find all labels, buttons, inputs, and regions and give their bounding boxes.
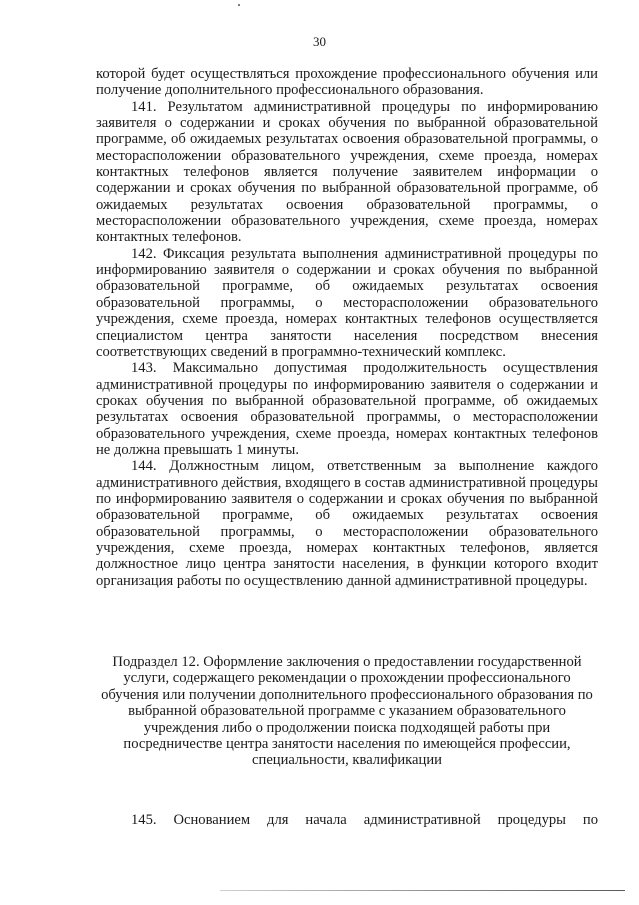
paragraph-142: 142. Фиксация результата выполнения административной процедуры по информированию заявителя о содержании и сроках обучения по выбранной образовательной программе, об ожидаемых результатах освоения образовательной программы, о месторасположении образовательного учреждения, схеме проезда, номерах контактных телефонов осуществляется специалистом центра занятости населения посредством внесения соответствующих сведений в программно-технический комплекс. (96, 245, 598, 360)
scan-edge-line (220, 890, 625, 891)
document-body (96, 66, 598, 589)
paragraph-144: 144. Должностным лицом, ответственным за выполнение каждого административного действия, входящего в состав административной процедуры по информированию заявителя о содержании и сроках обучения по выбранной образовательной программе, об ожидаемых результатах освоения образовательной программы, о месторасположении образовательного учреждения, схеме проезда, номерах контактных телефонов, является должностное лицо центра занятости населения, в функции которого входит организация работы по осуществлению данной административной процедуры. (96, 458, 598, 589)
scan-speck (238, 4, 240, 6)
paragraph-145: 145. Основанием для начала административной процедуры по (131, 812, 598, 828)
paragraph-141: 141. Результатом административной процедуры по информированию заявителя о содержании и сроках обучения по выбранной образовательной программе, об ожидаемых результатах освоения образовательной программы, о месторасположении образовательного учреждения, схеме проезда, номерах контактных телефонов является получение заявителем информации о содержании и сроках обучения по выбранной образовательной программе, об ожидаемых результатах освоения образовательной программы, о месторасположении образовательного учреждения, схеме проезда, номерах контактных телефонов. (96, 98, 598, 246)
subsection-heading: Подраздел 12. Оформление заключения о предоставлении государственной услуги, содержащего рекомендации о прохождении профессионального обучения или получении дополнительного профессионального образования по выбранной образовательной программе с указанием образовательного учреждения либо о продолжении поиска подходящей работы при посредничестве центра занятости населения по имеющейся профессии, специальности, квалификации (101, 654, 593, 769)
paragraph-continuation: которой будет осуществляться прохождение профессионального обучения или получение дополнительного профессионального образования. (96, 66, 598, 99)
paragraph-143: 143. Максимально допустимая продолжительность осуществления административной процедуры по информированию заявителя о содержании и сроках обучения по выбранной образовательной программе, об ожидаемых результатах освоения образовательной программы, о месторасположении образовательного учреждения, схеме проезда, номерах контактных телефонов не должна превышать 1 минуты. (96, 360, 598, 458)
page-number: 30 (313, 34, 326, 49)
